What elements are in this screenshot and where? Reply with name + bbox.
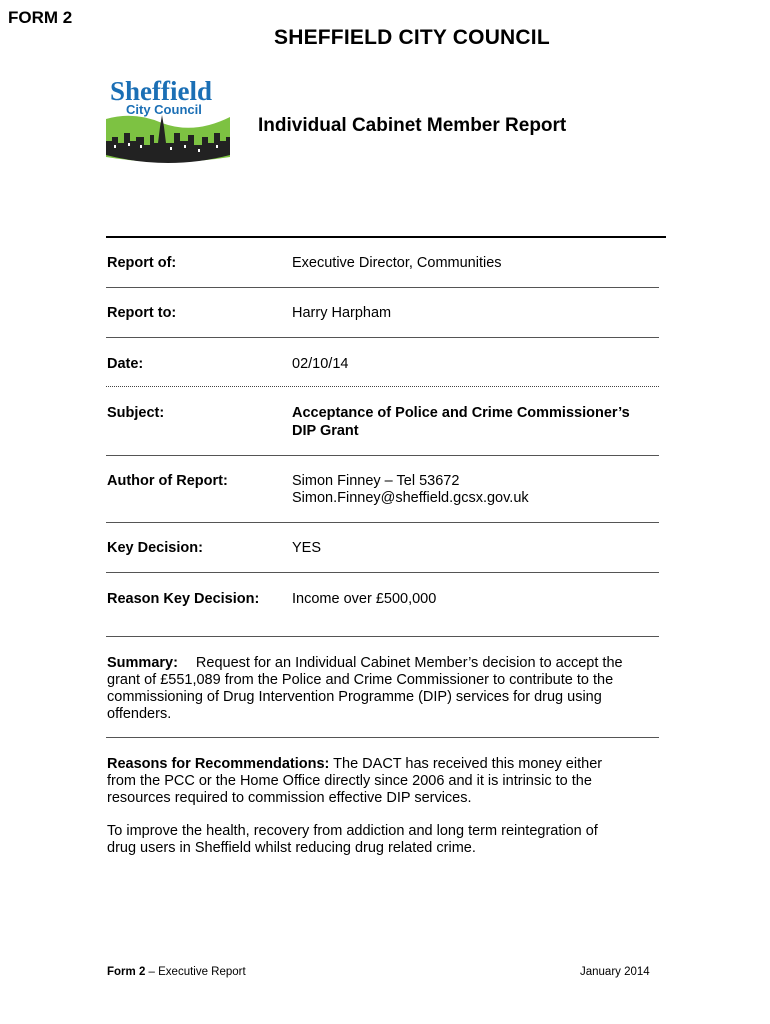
council-name: SHEFFIELD CITY COUNCIL [274, 26, 550, 49]
summary-line: grant of £551,089 from the Police and Crime Commissioner to contribute to the [107, 672, 614, 688]
report-to-label: Report to: [107, 305, 177, 321]
footer-form: Form 2 [107, 966, 146, 978]
footer-report-type: – Executive Report [145, 966, 246, 978]
sheffield-city-council-logo [104, 75, 232, 173]
report-title: Individual Cabinet Member Report [258, 115, 567, 136]
reasons-line: The DACT has received this money either [333, 756, 603, 772]
report-to-value: Harry Harpham [292, 305, 392, 321]
divider [106, 737, 659, 738]
divider [106, 386, 659, 387]
reasons-heading: Reasons for Recommendations: [107, 756, 330, 772]
summary-line: Request for an Individual Cabinet Member’s decision to accept the [195, 655, 623, 671]
subject-label: Subject: [107, 405, 165, 421]
summary-section [107, 655, 663, 723]
aim-section [107, 823, 663, 857]
reasons-line: resources required to commission effective DIP services. [107, 790, 472, 806]
reason-key-decision-label: Reason Key Decision: [107, 591, 260, 607]
divider [106, 636, 659, 637]
author-email: Simon.Finney@sheffield.gcsx.gov.uk [292, 490, 529, 506]
footer-date: January 2014 [580, 966, 650, 978]
subject-value-line-2: DIP Grant [292, 423, 359, 439]
divider [106, 572, 659, 573]
key-decision-value: YES [292, 540, 322, 556]
form-label: FORM 2 [8, 8, 73, 27]
reasons-line: from the PCC or the Home Office directly since 2006 and it is intrinsic to the [107, 773, 592, 789]
date-label: Date: [107, 356, 144, 372]
aim-line: drug users in Sheffield whilst reducing drug related crime. [107, 840, 476, 856]
author-label: Author of Report: [107, 473, 228, 489]
reasons-section [107, 756, 663, 807]
reason-key-decision-value: Income over £500,000 [292, 591, 437, 607]
author-name-tel: Simon Finney – Tel 53672 [292, 473, 460, 489]
summary-heading: Summary: [107, 655, 178, 671]
svg-text:City Council: City Council [126, 102, 202, 117]
summary-line: commissioning of Drug Intervention Programme (DIP) services for drug using [107, 689, 602, 705]
divider [106, 455, 659, 456]
footer-form-label [107, 966, 246, 978]
subject-value-line-1: Acceptance of Police and Crime Commissioner’s [292, 405, 630, 421]
divider [106, 236, 666, 238]
aim-line: To improve the health, recovery from addiction and long term reintegration of [107, 823, 598, 839]
divider [106, 337, 659, 338]
divider [106, 287, 659, 288]
divider [106, 522, 659, 523]
report-of-value: Executive Director, Communities [292, 255, 502, 271]
svg-text:Sheffield: Sheffield [110, 76, 213, 106]
date-value: 02/10/14 [292, 356, 349, 372]
report-of-label: Report of: [107, 255, 177, 271]
summary-line: offenders. [107, 706, 172, 722]
key-decision-label: Key Decision: [107, 540, 203, 556]
